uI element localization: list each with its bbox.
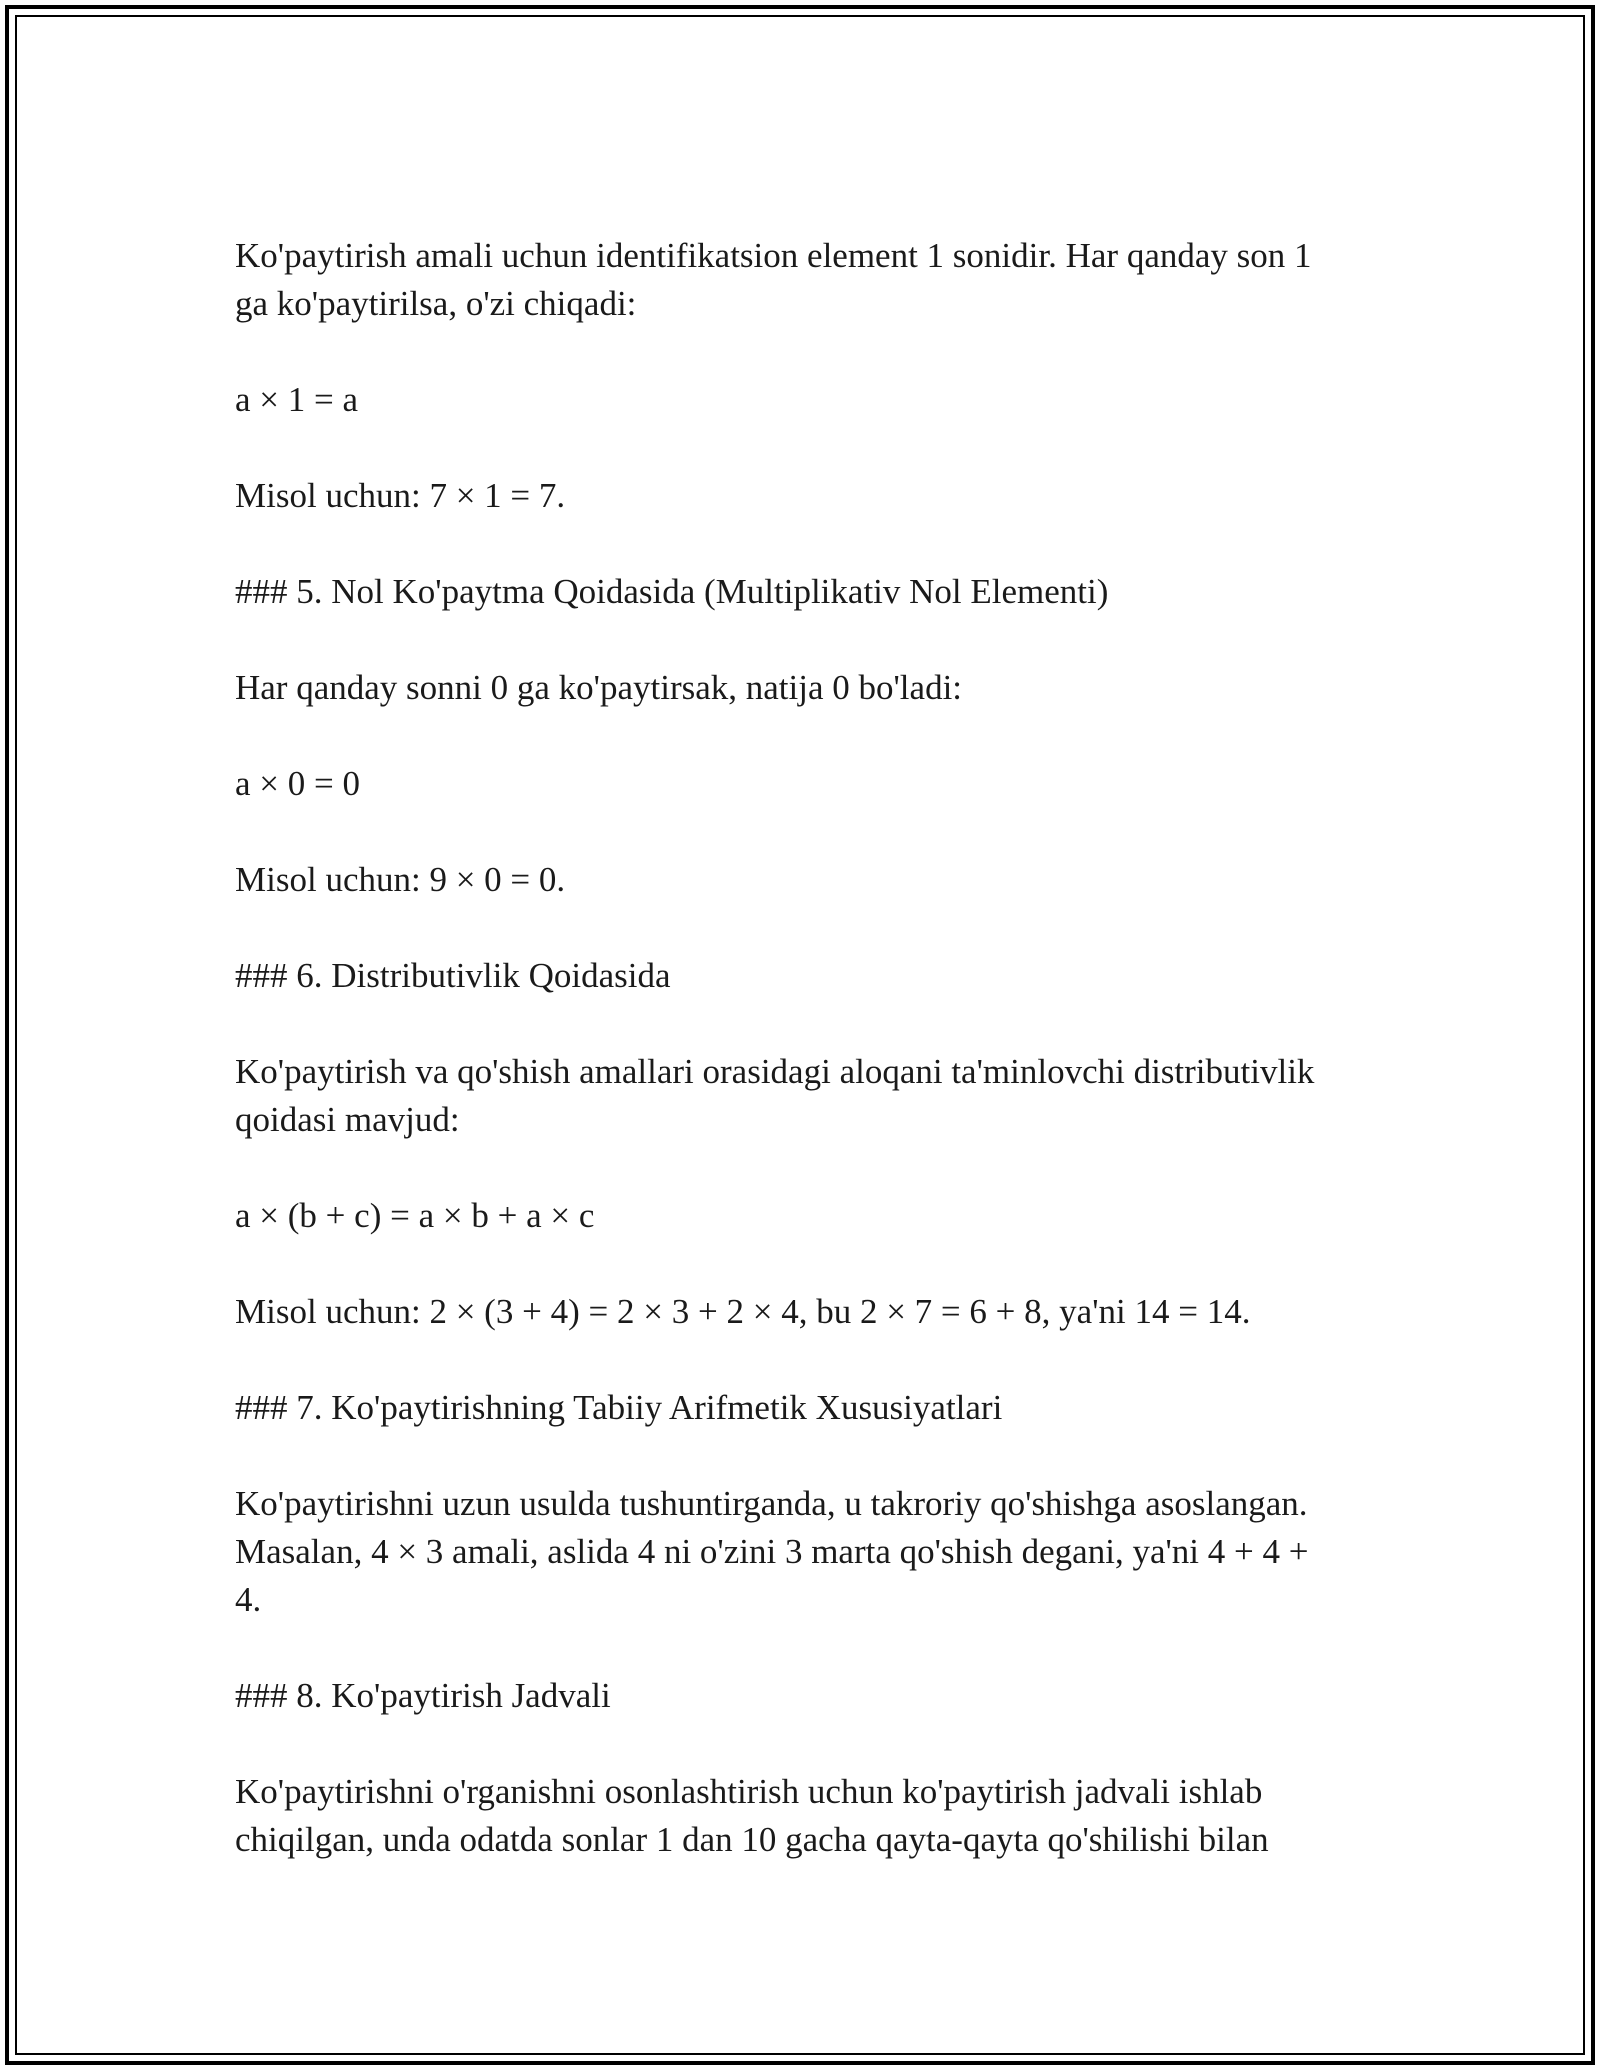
text-line: 4. [235, 1580, 262, 1619]
text-line: Misol uchun: 2 × (3 + 4) = 2 × 3 + 2 × 4, bu 2 × 7 = 6 + 8, ya'ni 14 = 14. [235, 1292, 1251, 1331]
text-line: ### 8. Ko'paytirish Jadvali [235, 1676, 611, 1715]
paragraph-spacer [235, 1000, 1375, 1048]
text-line: a × 1 = a [235, 380, 359, 419]
paragraph-spacer [235, 904, 1375, 952]
paragraph [235, 472, 1375, 520]
document-body [235, 232, 1375, 1864]
paragraph [235, 1768, 1375, 1864]
text-line: a × 0 = 0 [235, 764, 361, 803]
paragraph [235, 856, 1375, 904]
text-line: ga ko'paytirilsa, o'zi chiqadi: [235, 284, 637, 323]
paragraph [235, 664, 1375, 712]
paragraph-spacer [235, 616, 1375, 664]
text-line: Misol uchun: 9 × 0 = 0. [235, 860, 566, 899]
paragraph-spacer [235, 1624, 1375, 1672]
section-heading [235, 952, 1375, 1000]
paragraph-spacer [235, 520, 1375, 568]
text-line: chiqilgan, unda odatda sonlar 1 dan 10 gacha qayta-qayta qo'shilishi bilan [235, 1820, 1269, 1859]
text-line: Har qanday sonni 0 ga ko'paytirsak, natija 0 bo'ladi: [235, 668, 963, 707]
formula [235, 1192, 1375, 1240]
text-line: qoidasi mavjud: [235, 1100, 460, 1139]
text-line: Ko'paytirish va qo'shish amallari orasidagi aloqani ta'minlovchi distributivlik [235, 1052, 1315, 1091]
paragraph [235, 1288, 1375, 1336]
formula [235, 760, 1375, 808]
text-line: ### 6. Distributivlik Qoidasida [235, 956, 671, 995]
section-heading [235, 1672, 1375, 1720]
text-line: Ko'paytirishni uzun usulda tushuntirganda, u takroriy qo'shishga asoslangan. [235, 1484, 1308, 1523]
paragraph [235, 1048, 1375, 1144]
paragraph-spacer [235, 1720, 1375, 1768]
paragraph-spacer [235, 424, 1375, 472]
paragraph-spacer [235, 808, 1375, 856]
paragraph-spacer [235, 328, 1375, 376]
paragraph-spacer [235, 712, 1375, 760]
text-line: a × (b + c) = a × b + a × c [235, 1196, 595, 1235]
text-line: Ko'paytirishni o'rganishni osonlashtirish uchun ko'paytirish jadvali ishlab [235, 1772, 1263, 1811]
formula [235, 376, 1375, 424]
paragraph [235, 232, 1375, 328]
section-heading [235, 1384, 1375, 1432]
paragraph-spacer [235, 1144, 1375, 1192]
paragraph-spacer [235, 1336, 1375, 1384]
paragraph-spacer [235, 1432, 1375, 1480]
text-line: Misol uchun: 7 × 1 = 7. [235, 476, 566, 515]
text-line: Masalan, 4 × 3 amali, aslida 4 ni o'zini 3 marta qo'shish degani, ya'ni 4 + 4 + [235, 1532, 1309, 1571]
text-line: ### 5. Nol Ko'paytma Qoidasida (Multiplikativ Nol Elementi) [235, 572, 1109, 611]
text-line: Ko'paytirish amali uchun identifikatsion element 1 sonidir. Har qanday son 1 [235, 236, 1312, 275]
section-heading [235, 568, 1375, 616]
paragraph-spacer [235, 1240, 1375, 1288]
paragraph [235, 1480, 1375, 1624]
text-line: ### 7. Ko'paytirishning Tabiiy Arifmetik Xususiyatlari [235, 1388, 1003, 1427]
